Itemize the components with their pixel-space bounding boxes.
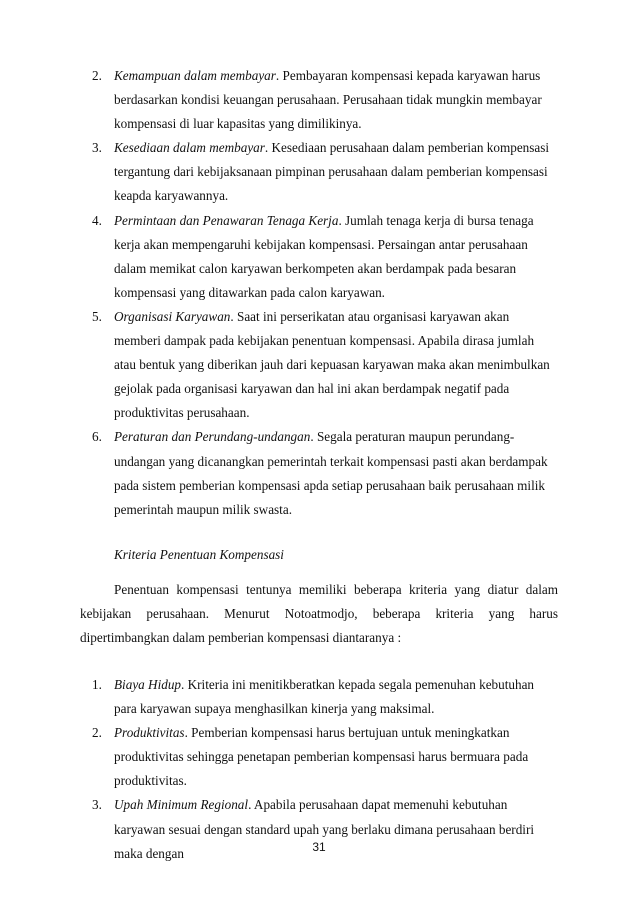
item-number: 6. (92, 429, 102, 445)
item-number: 3. (92, 140, 102, 156)
item-number: 5. (92, 308, 102, 324)
item-term: Produktivitas (114, 725, 185, 741)
item-text: . Saat ini perserikatan atau organisasi karyawan akan memberi dampak pada kebijakan penentuan kompensasi. Apabila dirasa jumlah atau bentuk yang diberikan jauh dari kepuasan karyawan maka akan menimbulkan gejolak pada organisasi karyawan dan hal ini akan berdampak negatif pada produktivitas perusahaan. (114, 308, 550, 421)
list-item (0, 64, 638, 136)
item-term: Permintaan dan Penawaran Tenaga Kerja (114, 212, 339, 228)
item-text: . Apabila perusahaan dapat memenuhi kebutuhan karyawan sesuai dengan standard upah yang berlaku dimana perusahaan berdiri maka dengan (114, 797, 535, 861)
item-number: 3. (92, 797, 102, 813)
page-number: 31 (312, 840, 326, 854)
section-heading: Kriteria Penentuan Kompensasi (114, 547, 284, 562)
item-term: Organisasi Karyawan (114, 308, 231, 324)
item-term: Upah Minimum Regional (114, 797, 249, 813)
list-item (0, 721, 638, 793)
intro-paragraph: Penentuan kompensasi tentunya memiliki beberapa kriteria yang diatur dalam kebijakan perusahaan. Menurut Notoatmodjo, beberapa kriteria yang harus dipertimbangkan dalam pemberian kompensasi diantaranya : (80, 582, 558, 646)
list-item (0, 209, 638, 305)
item-text: . Pembayaran kompensasi kepada karyawan harus berdasarkan kondisi keuangan perusahaan. Perusahaan tidak mungkin membayar kompensasi di luar kapasitas yang dimilikinya. (114, 68, 542, 132)
list-item (0, 136, 638, 208)
item-text: . Jumlah tenaga kerja di bursa tenaga kerja akan mempengaruhi kebijakan kompensasi. Persaingan antar perusahaan dalam memikat calon karyawan berkompeten akan berdampak pada besaran kompensasi yang ditawarkan pada calon karyawan. (114, 212, 534, 300)
factors-list (0, 64, 638, 522)
list-item (0, 673, 638, 721)
item-text: . Pemberian kompensasi harus bertujuan untuk meningkatkan produktivitas sehingga penetapan pemberian kompensasi harus bermuara pada produktivitas. (114, 725, 529, 789)
item-term: Peraturan dan Perundang-undangan (114, 429, 311, 445)
list-item (0, 305, 638, 425)
item-number: 1. (92, 677, 102, 692)
item-number: 2. (92, 68, 102, 83)
item-term: Kemampuan dalam membayar (114, 68, 276, 83)
item-term: Kesediaan dalam membayar (114, 140, 265, 156)
item-text: . Kesediaan perusahaan dalam pemberian kompensasi tergantung dari kebijaksanaan pimpinan perusahaan dalam pemberian kompensasi keapda karyawannya. (114, 140, 550, 204)
list-item (0, 425, 638, 521)
item-number: 4. (92, 212, 102, 228)
item-text: . Kriteria ini menitikberatkan kepada segala pemenuhan kebutuhan para karyawan supaya menghasilkan kinerja yang maksimal. (114, 677, 535, 717)
item-text: . Segala peraturan maupun perundang-undangan yang dicanangkan pemerintah terkait kompensasi pasti akan berdampak pada sistem pemberian kompensasi apda setiap perusahaan baik perusahaan milik pemerintah maupun milik swasta. (114, 429, 548, 517)
criteria-list (0, 673, 638, 866)
list-item (0, 793, 638, 865)
item-number: 2. (92, 725, 102, 741)
item-term: Biaya Hidup (114, 677, 182, 692)
